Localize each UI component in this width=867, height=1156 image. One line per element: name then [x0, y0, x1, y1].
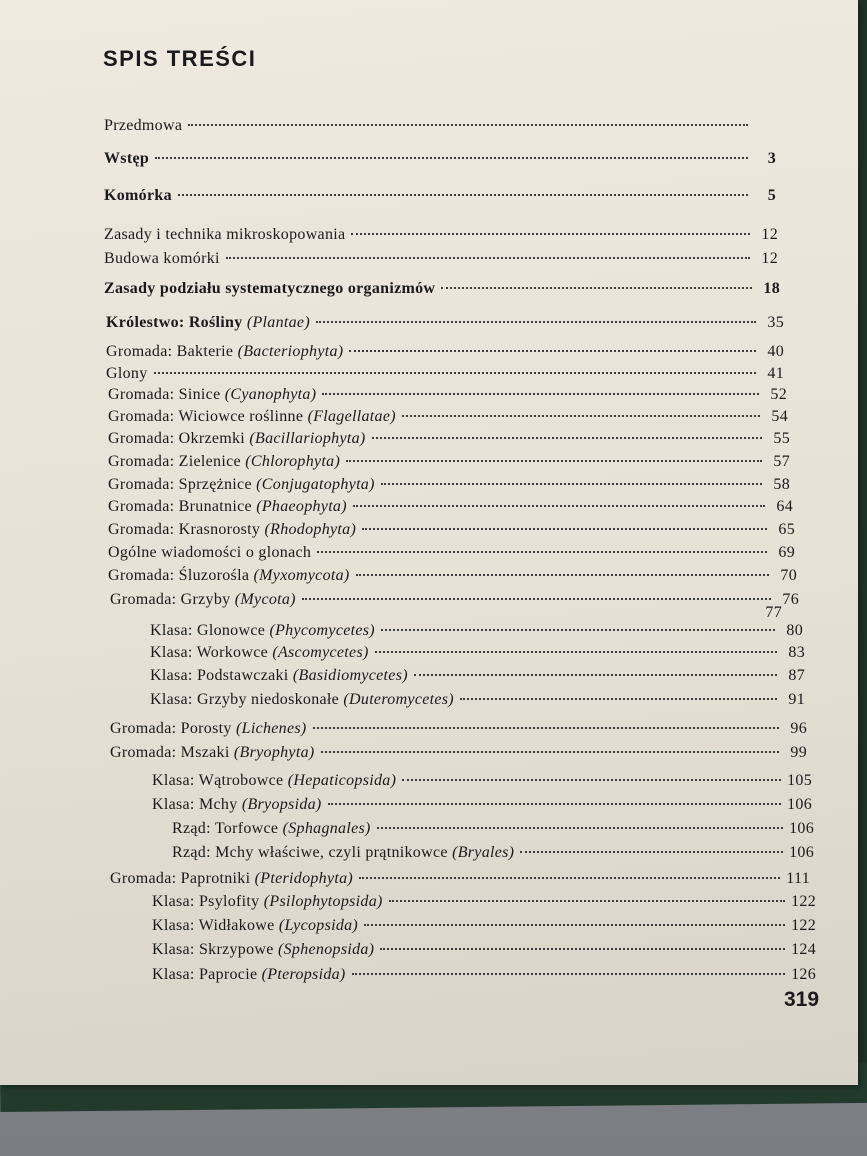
- toc-entry: [108, 430, 790, 448]
- toc-entry-page: 124: [791, 941, 816, 958]
- toc-leader: [316, 321, 756, 323]
- page-title: SPIS TREŚCI: [103, 46, 257, 71]
- toc-entry: [106, 343, 784, 361]
- toc-entry-page: 3: [767, 150, 776, 167]
- toc-entry: [152, 796, 812, 814]
- toc-entry: [104, 117, 776, 135]
- toc-leader: [328, 803, 782, 805]
- toc-entry-page: 41: [767, 365, 784, 382]
- toc-entry-label: Klasa: Psylofity: [152, 893, 260, 910]
- toc-entry: [172, 844, 814, 862]
- toc-entry-label: Królestwo: Rośliny: [106, 314, 243, 331]
- toc-leader: [381, 483, 762, 485]
- toc-entry-page: 76: [782, 591, 799, 608]
- toc-leader: [359, 877, 780, 879]
- toc-entry-label: Klasa: Mchy: [152, 796, 238, 813]
- toc-entry: [108, 386, 787, 404]
- toc-entry-page: 83: [788, 644, 805, 661]
- toc-leader: [155, 157, 748, 159]
- toc-entry-latin: (Ascomycetes): [272, 644, 369, 661]
- toc-entry-latin: (Psilophytopsida): [263, 893, 383, 910]
- toc-entry-label: Gromada: Okrzemki: [108, 430, 246, 447]
- toc-leader: [154, 372, 757, 374]
- toc-entry-page: 111: [786, 870, 810, 887]
- toc-entry-latin: (Sphenopsida): [277, 941, 375, 958]
- toc-entry-page: 77: [765, 604, 782, 621]
- toc-entry-label: Glony: [106, 365, 148, 382]
- toc-entry: [152, 941, 816, 959]
- toc-entry-label: Wstęp: [104, 150, 150, 167]
- toc-entry-label: Klasa: Glonowce: [150, 622, 266, 639]
- toc-entry-page: 54: [771, 408, 788, 425]
- toc-entry: [108, 521, 795, 539]
- toc-leader: [353, 505, 765, 507]
- toc-leader: [381, 629, 775, 631]
- toc-entry-label: Gromada: Sinice: [108, 386, 221, 403]
- toc-entry: [152, 772, 812, 790]
- toc-entry-page: 80: [786, 622, 803, 639]
- toc-leader: [322, 393, 759, 395]
- toc-entry: [104, 280, 780, 298]
- toc-entry-label: Gromada: Śluzorośla: [108, 567, 250, 584]
- toc-entry: [150, 691, 805, 709]
- toc-entry-latin: (Conjugatophyta): [256, 476, 375, 493]
- toc-entry: [108, 408, 788, 426]
- toc-entry-latin: (Phaeophyta): [256, 498, 347, 515]
- toc-entry-label: Zasady i technika mikroskopowania: [104, 226, 346, 243]
- toc-leader: [362, 528, 767, 530]
- toc-entry: [110, 720, 807, 738]
- toc-entry: [108, 567, 797, 585]
- toc-leader: [364, 924, 785, 926]
- toc-entry-latin: (Duteromycetes): [343, 691, 454, 708]
- toc-entry-label: Komórka: [104, 187, 172, 204]
- toc-entry-page: 57: [773, 453, 790, 470]
- toc-entry-page: 64: [776, 498, 793, 515]
- toc-entry: [760, 604, 801, 622]
- toc-entry-page: 55: [773, 430, 790, 447]
- toc-leader: [352, 973, 786, 975]
- toc-leader: [377, 827, 783, 829]
- toc-entry-label: Klasa: Workowce: [150, 644, 268, 661]
- toc-entry: [110, 744, 807, 762]
- toc-entry-latin: (Mycota): [234, 591, 296, 608]
- toc-entry-page: 12: [761, 226, 778, 243]
- toc-leader: [414, 674, 777, 676]
- toc-leader: [520, 851, 783, 853]
- toc-entry-label: Budowa komórki: [104, 250, 220, 267]
- toc-leader: [375, 651, 777, 653]
- toc-entry-label: Gromada: Krasnorosty: [108, 521, 261, 538]
- toc-entry-page: 105: [787, 772, 812, 789]
- toc-leader: [226, 257, 750, 259]
- toc-entry-label: Gromada: Wiciowce roślinne: [108, 408, 304, 425]
- toc-entry-latin: (Myxomycota): [253, 567, 350, 584]
- toc-entry-page: 122: [791, 917, 816, 934]
- toc-entry-latin: (Pteropsida): [261, 966, 346, 983]
- toc-entry: [150, 667, 805, 685]
- toc-entry-label: Rząd: Mchy właściwe, czyli prątnikowce: [172, 844, 448, 861]
- toc-entry-page: 12: [761, 250, 778, 267]
- toc-entry-latin: (Chlorophyta): [245, 453, 341, 470]
- toc-entry-latin: (Hepaticopsida): [287, 772, 397, 789]
- toc-entry: [110, 870, 810, 888]
- toc-leader: [389, 900, 785, 902]
- toc-entry-page: 106: [789, 820, 814, 837]
- toc-entry-latin: (Plantae): [246, 314, 310, 331]
- toc-entry-label: Gromada: Sprzężnice: [108, 476, 252, 493]
- toc-entry: [104, 150, 776, 168]
- toc-entry-label: Gromada: Paprotniki: [110, 870, 251, 887]
- toc-entry: [152, 917, 816, 935]
- toc-entry-page: 35: [767, 314, 784, 331]
- toc-entry: [152, 966, 816, 984]
- toc-entry-page: 91: [788, 691, 805, 708]
- toc-entry-label: Klasa: Skrzypowe: [152, 941, 274, 958]
- toc-entry-latin: (Flagellatae): [307, 408, 396, 425]
- toc-entry-latin: (Bryophyta): [233, 744, 315, 761]
- toc-entry: [152, 893, 816, 911]
- toc-entry-label: Gromada: Grzyby: [110, 591, 231, 608]
- toc-entry: [150, 622, 803, 640]
- toc-entry: [110, 591, 799, 609]
- toc-leader: [349, 350, 756, 352]
- toc-leader: [356, 574, 769, 576]
- toc-entry-label: Gromada: Bakterie: [106, 343, 234, 360]
- toc-entry-label: Gromada: Mszaki: [110, 744, 230, 761]
- toc-entry-latin: (Basidiomycetes): [292, 667, 408, 684]
- toc-entry-page: 52: [770, 386, 787, 403]
- toc-leader: [188, 124, 748, 126]
- toc-entry: [104, 250, 778, 268]
- toc-leader: [178, 194, 748, 196]
- toc-entry: [108, 544, 795, 562]
- toc-entry-label: Klasa: Widłakowe: [152, 917, 275, 934]
- toc-entry-latin: (Rhodophyta): [264, 521, 357, 538]
- toc-entry-page: 65: [778, 521, 795, 538]
- toc-leader: [317, 551, 767, 553]
- toc-entry-page: 96: [790, 720, 807, 737]
- toc-entry-page: 58: [773, 476, 790, 493]
- toc-entry-label: Gromada: Brunatnice: [108, 498, 252, 515]
- toc-entry-page: 87: [788, 667, 805, 684]
- toc-entry-page: 106: [789, 844, 814, 861]
- toc-entry-label: Przedmowa: [104, 117, 183, 134]
- toc-leader: [321, 751, 780, 753]
- toc-entry-latin: (Lycopsida): [278, 917, 359, 934]
- toc-entry: [104, 226, 778, 244]
- toc-entry-page: 69: [778, 544, 795, 561]
- toc-entry-label: Zasady podziału systematycznego organizmów: [104, 280, 436, 297]
- toc-entry-latin: (Lichenes): [236, 720, 307, 737]
- toc-entry-label: Ogólne wiadomości o glonach: [108, 544, 312, 561]
- toc-entry-label: Klasa: Podstawczaki: [150, 667, 289, 684]
- toc-leader: [372, 437, 762, 439]
- toc-entry-page: 5: [767, 187, 776, 204]
- toc-entry: [172, 820, 814, 838]
- toc-entry: [104, 187, 776, 205]
- toc-entry-latin: (Cyanophyta): [224, 386, 317, 403]
- toc-entry-latin: (Bryales): [452, 844, 515, 861]
- toc-entry: [150, 644, 805, 662]
- toc-entry-latin: (Bacillariophyta): [249, 430, 366, 447]
- toc-entry-page: 106: [787, 796, 812, 813]
- toc-entry-label: Klasa: Grzyby niedoskonałe: [150, 691, 340, 708]
- toc-entry-latin: (Bacteriophyta): [237, 343, 344, 360]
- toc-entry-label: Gromada: Porosty: [110, 720, 232, 737]
- toc-entry-latin: (Bryopsida): [241, 796, 322, 813]
- toc-entry-latin: (Phycomycetes): [269, 622, 375, 639]
- toc-entry: [108, 476, 790, 494]
- toc-entry: [108, 453, 790, 471]
- toc-leader: [351, 233, 750, 235]
- toc-entry-page: 40: [767, 343, 784, 360]
- toc-leader: [346, 460, 762, 462]
- toc-entry: [106, 314, 784, 332]
- toc-entry-page: 18: [763, 280, 780, 297]
- toc-leader: [302, 598, 771, 600]
- toc-entry-label: Klasa: Paprocie: [152, 966, 258, 983]
- toc-entry: [106, 365, 784, 383]
- toc-leader: [402, 415, 760, 417]
- toc-entry-latin: (Sphagnales): [282, 820, 371, 837]
- toc-entry-label: Rząd: Torfowce: [172, 820, 279, 837]
- toc-entry: [108, 498, 793, 516]
- toc-entry-label: Klasa: Wątrobowce: [152, 772, 284, 789]
- toc-leader: [441, 287, 752, 289]
- toc-entry-page: 70: [780, 567, 797, 584]
- toc-entry-page: 99: [790, 744, 807, 761]
- toc-leader: [380, 948, 785, 950]
- page-number: 319: [784, 988, 820, 1011]
- toc-entry-page: 122: [791, 893, 816, 910]
- toc-entry-label: Gromada: Zielenice: [108, 453, 241, 470]
- toc-entry-page: 126: [791, 966, 816, 983]
- toc-leader: [313, 727, 779, 729]
- toc-entry-latin: (Pteridophyta): [254, 870, 354, 887]
- toc-leader: [460, 698, 777, 700]
- toc-leader: [402, 779, 781, 781]
